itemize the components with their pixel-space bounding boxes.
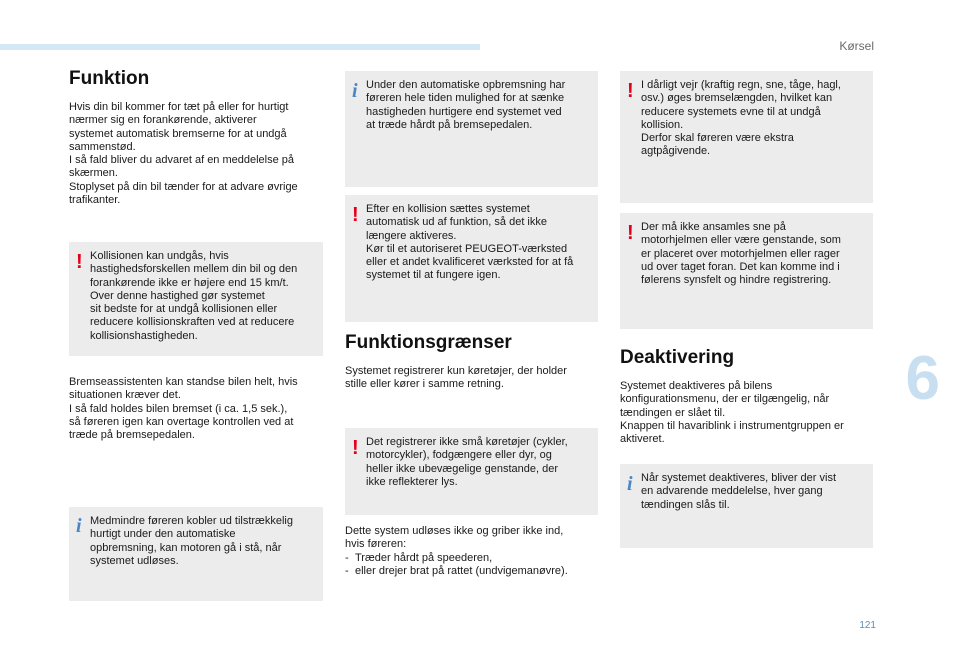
warning-box-detection [345, 428, 598, 515]
warning-icon: ! [352, 437, 359, 459]
info-icon: i [352, 80, 358, 102]
header-bar [0, 44, 480, 50]
info-box-deactivation [620, 464, 873, 548]
section-title-deactivation: Deaktivering [620, 347, 735, 368]
warning-text: Efter en kollision sættes systemet automatisk ud af funktion, så det ikke længere aktiveres. Kør til et autoriseret PEUGEOT-værksted eller et andet kvalificeret værksted for at få systemet til at fungere igen. [366, 203, 574, 282]
limits-paragraph: Systemet registrerer kun køretøjer, der holder stille eller kører i samme retning. [345, 365, 567, 391]
warning-box-collision [69, 242, 323, 356]
list-item: - Træder hårdt på speederen, [345, 552, 605, 565]
chapter-number: 6 [905, 344, 940, 413]
warning-icon: ! [76, 251, 83, 273]
intro-paragraph: Hvis din bil kommer for tæt på eller for hurtigt nærmer sig en forankørende, aktiverer systemet automatisk bremserne for at undgå sammenstød. I så fald bliver du advaret af en meddelelse på skærmen. Stoplyset på din bil tænder for at advare øvrige trafikanter. [69, 101, 298, 207]
warning-box-weather [620, 71, 873, 203]
list-item: - eller drejer brat på rattet (undvigemanøvre). [345, 565, 605, 578]
warning-icon: ! [352, 204, 359, 226]
warning-text: Det registrerer ikke små køretøjer (cykler, motorcykler), fodgængere eller dyr, og heller ikke ubevægelige genstande, der ikke reflekterer lys. [366, 436, 568, 488]
warning-icon: ! [627, 222, 634, 244]
info-text: Under den automatiske opbremsning har føreren hele tiden mulighed for at sænke hastigheden hurtigere end systemet ved at træde hårdt på bremsepedalen. [366, 79, 566, 131]
deactivation-paragraph: Systemet deaktiveres på bilens konfigurationsmenu, der er tilgængelig, når tændingen er slået til. Knappen til havariblink i instrumentgruppen er aktiveret. [620, 380, 844, 446]
trigger-paragraph: Dette system udløses ikke og griber ikke ind, hvis føreren: [345, 525, 564, 551]
trigger-list [345, 552, 605, 579]
warning-text: Kollisionen kan undgås, hvis hastighedsforskellen mellem din bil og den forankørende ikke er højere end 15 km/t. Over denne hastighed gør systemet sit bedste for at undgå kollisionen eller reducere kollisionskraften ved at reducere kollisionshastigheden. [90, 250, 298, 342]
warning-box-snow [620, 213, 873, 329]
warning-icon: ! [627, 80, 634, 102]
brake-assist-paragraph: Bremseassistenten kan standse bilen helt, hvis situationen kræver det. I så fald holdes bilen bremset (i ca. 1,5 sek.), så føreren igen kan overtage kontrollen ved at træde på bremsepedalen. [69, 376, 298, 442]
info-icon: i [76, 515, 82, 537]
page-number: 121 [859, 620, 876, 631]
info-text: Når systemet deaktiveres, bliver der vist en advarende meddelelse, hver gang tændingen slås til. [641, 472, 837, 511]
section-title-limits: Funktionsgrænser [345, 332, 512, 353]
section-name: Kørsel [839, 39, 874, 53]
info-icon: i [627, 473, 633, 495]
warning-text: I dårligt vejr (kraftig regn, sne, tåge, hagl, osv.) øges bremselængden, hvilket kan reducere systemets evne til at undgå kollision. Derfor skal føreren være ekstra agtpågivende. [641, 79, 841, 158]
warning-text: Der må ikke ansamles sne på motorhjelmen eller være genstande, som er placeret over motorhjelmen eller rager ud over taget foran. Det kan komme ind i følerens synsfelt og hindre registrering. [641, 221, 841, 287]
info-box-braking [345, 71, 598, 187]
info-box-engine [69, 507, 323, 601]
section-title-funktion: Funktion [69, 68, 150, 89]
info-text: Medmindre føreren kobler ud tilstrækkelig hurtigt under den automatiske opbremsning, kan motoren gå i stå, når systemet udløses. [90, 515, 293, 567]
warning-box-after-collision [345, 195, 598, 322]
